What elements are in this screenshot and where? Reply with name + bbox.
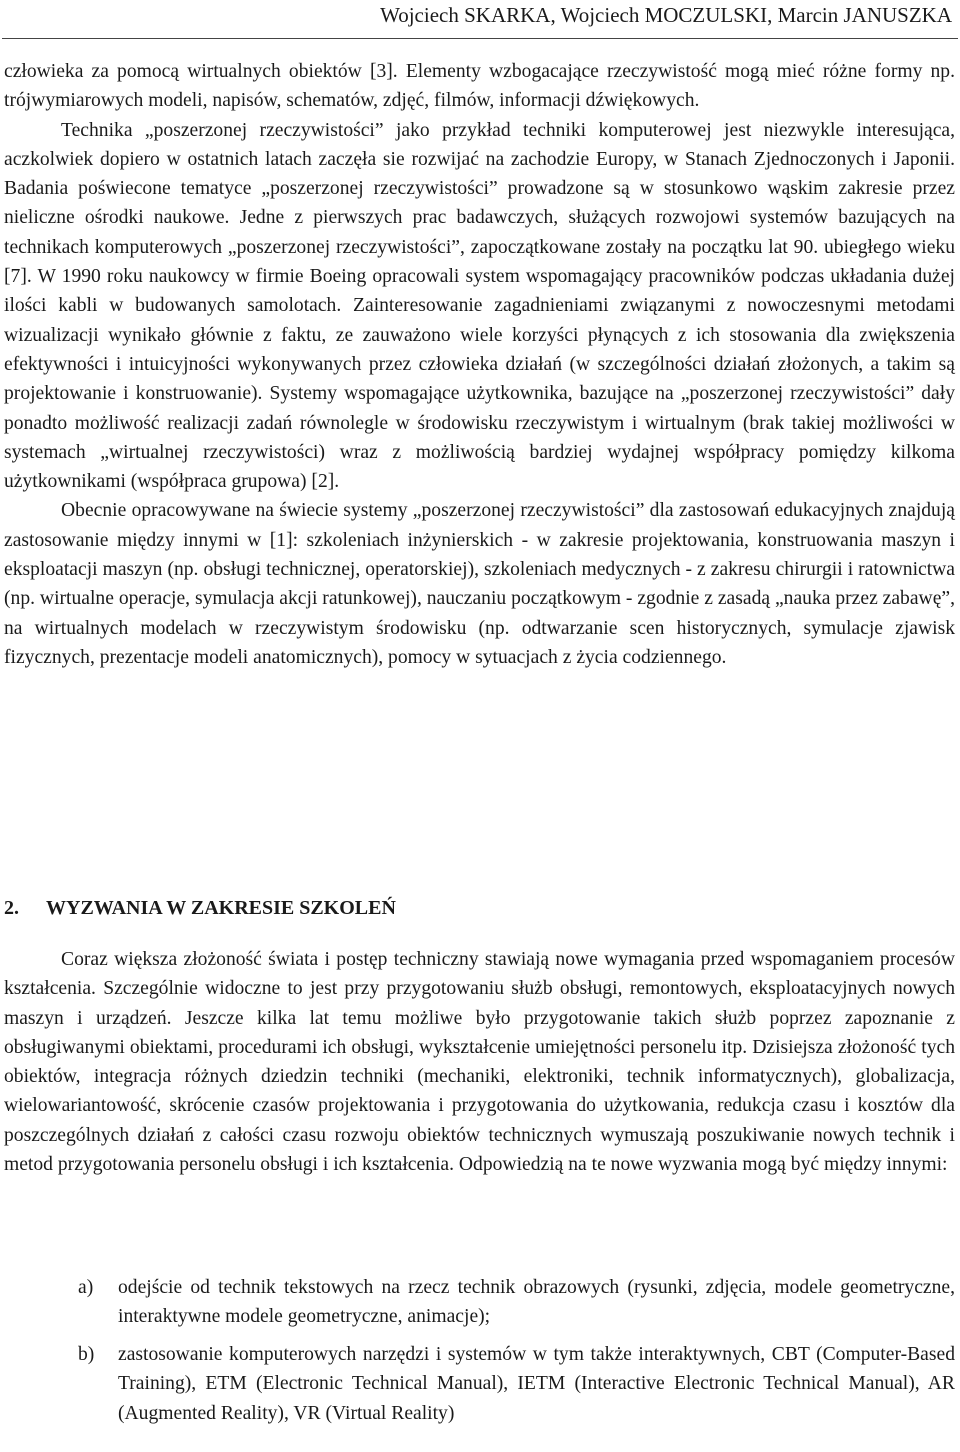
body-text-block-section — [4, 945, 955, 1179]
section-number: 2. — [4, 897, 19, 919]
paragraph-educational-applications: Obecnie opracowywane na świecie systemy „poszerzonej rzeczywistości” dla zastosowań edukacyjnych znajdują zastosowanie między innymi w [1]: szkoleniach inżynierskich - w zakresie projektowania, konstruowania maszyn i eksploatacji maszyn (np. obsługi technicznej, operatorskiej), szkoleniach medycznych - z zakresu chirurgii i ratownictwa (np. wirtualne operacje, symulacja akcji ratunkowej), nauczaniu początkowym - zgodnie z zasadą „nauka przez zabawę”, na wirtualnych modelach w rzeczywistym środowisku (np. odtwarzanie scen historycznych, symulacje zjawisk fizycznych, prezentacje modeli anatomicznych), pomocy w sytuacjach z życia codziennego. — [4, 500, 955, 668]
list-marker: b) — [78, 1344, 95, 1365]
running-header-authors: Wojciech SKARKA, Wojciech MOCZULSKI, Marcin JANUSZKA — [380, 3, 952, 27]
list-item-text: zastosowanie komputerowych narzędzi i systemów w tym także interaktywnych, CBT (Computer-Based Training), ETM (Electronic Technical Manual), IETM (Interactive Electronic Technical Manual), AR (Augmented Reality), VR (Virtual Reality) — [118, 1344, 955, 1424]
paragraph-training-challenges: Coraz większa złożoność świata i postęp techniczny stawiają nowe wymagania przed wspomaganiem procesów kształcenia. Szczególnie widoczne to jest przy przygotowaniu służb obsługi, remontowych, eksploatacyjnych nowych maszyn i urządzeń. Jeszcze kilka lat temu możliwe było przygotowanie takich służb poprzez zapoznanie z obsługiwanymi obiektami, procedurami ich obsługi, wykształcenie umiejętności personelu itp. Dzisiejsza złożoność tych obiektów, integracja różnych dziedzin techniki (mechaniki, elektroniki, technik informatycznych), globalizacja, wielowariantowość, skrócenie czasów projektowania i przygotowania do użytkowania, redukcja czasu i kosztów dla poszczególnych działań z całości czasu rozwoju obiektów technicznych wymuszają poszukiwanie nowych technik i metod przygotowania personelu obsługi i ich kształcenia. Odpowiedzią na te nowe wyzwania mogą być między innymi: — [4, 949, 955, 1176]
body-text-block — [4, 57, 955, 672]
list-item — [4, 1340, 955, 1428]
section-title: WYZWANIA W ZAKRESIE SZKOLEŃ — [46, 897, 396, 919]
list-marker: a) — [78, 1277, 94, 1298]
paragraph-augmented-reality-history: Technika „poszerzonej rzeczywistości” jako przykład techniki komputerowej jest niezwykle interesująca, aczkolwiek dopiero w ostatnich latach zaczęła sie rozwijać na zachodzie Europy, w Stanach Zjednoczonych i Japonii. Badania poświecone tematyce „poszerzonej rzeczywistości” prowadzone są w stosunkowo wąskim zakresie przez nieliczne ośrodki naukowe. Jedne z pierwszych prac badawczych, służących rozwojowi systemów bazujących na technikach komputerowych „poszerzonej rzeczywistości”, zapoczątkowane zostały na początku lat 90. ubiegłego wieku [7]. W 1990 roku naukowcy w firmie Boeing opracowali system wspomagający pracowników podczas układania dużej ilości kabli w budowanych samolotach. Zainteresowanie zagadnieniami związanymi z nowoczesnymi metodami wizualizacji wynikało głównie z faktu, ze zauważono wiele korzyści płynących z ich stosowania dla zwiększenia efektywności i intuicyjności wykonywanych przez człowieka działań (w szczególności działań złożonych, a takim są projektowanie i konstruowanie). Systemy wspomagające użytkownika, bazujące na „poszerzonej rzeczywistości” dały ponadto możliwość realizacji zadań równolegle w środowisku rzeczywistym i wirtualnym (brak takiej możliwości w systemach „wirtualnej rzeczywistości) wraz z możliwością bardziej wydajnej współpracy pomiędzy kilkoma użytkownikami (współpraca grupowa) [2]. — [4, 119, 955, 493]
paragraph-continuation: człowieka za pomocą wirtualnych obiektów [3]. Elementy wzbogacające rzeczywistość mogą mieć różne formy np. trójwymiarowych modeli, napisów, schematów, zdjęć, filmów, informacji dźwiękowych. — [4, 61, 955, 112]
list-item-text: odejście od technik tekstowych na rzecz technik obrazowych (rysunki, zdjęcia, modele geometryczne, interaktywne modele geometryczne, animacje); — [118, 1277, 955, 1328]
list-item — [4, 1273, 955, 1332]
section-heading — [4, 893, 396, 923]
header-divider — [2, 38, 958, 39]
